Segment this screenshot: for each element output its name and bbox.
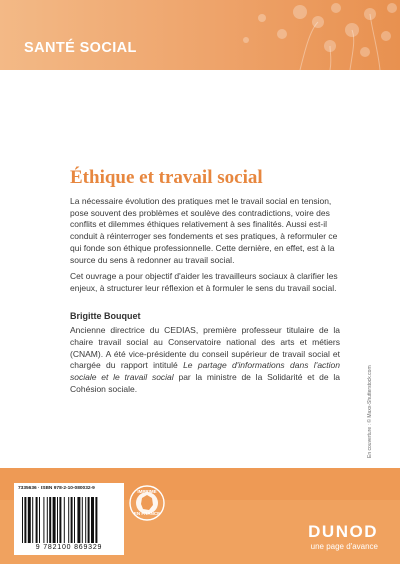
imprime-en-france-seal [129, 485, 165, 521]
barcode-bar [71, 497, 73, 543]
publisher-tagline: une page d'avance [310, 542, 378, 551]
barcode-bar [22, 497, 23, 543]
barcode-bar [59, 497, 61, 543]
publisher-logo [258, 522, 378, 551]
seal-text-top: IMPRIMÉ [137, 489, 157, 494]
description-paragraph: La nécessaire évolution des pratiques met le travail social en tension, pose souvent des problèmes et soulève des contradictions, voire des conflits et dilemmes éthiques relativement à ses finalités. Aussi est-il conduit à réinterroger ses fondements et ses pratiques, à reformuler ce qui fonde son éthique professionnelle. Cette dernière, en effet, est à la source du sens à redonner au travail social. [70, 196, 338, 265]
barcode-bar [24, 497, 26, 543]
barcode-bar [47, 497, 48, 543]
barcode-bar [88, 497, 90, 543]
barcode-bar [57, 497, 58, 543]
author-bio [70, 325, 340, 396]
barcode-bar [53, 497, 56, 543]
barcode-bar [95, 497, 97, 543]
barcode-bar [74, 497, 75, 543]
report-title: Le partage d'informations dans l'action sociale et le travail social [70, 360, 340, 383]
barcode-bar [36, 497, 38, 543]
seal-text-bottom: EN FRANCE [133, 511, 161, 516]
barcode-bar [64, 497, 65, 543]
description-paragraph: Cet ouvrage a pour objectif d'aider les travailleurs sociaux à clarifier les enjeux, à structurer leur réflexion et à formuler le sens du travail social. [70, 271, 338, 293]
barcode-bar [68, 497, 69, 543]
cover-credit: En couverture : © Maxx-Shutterstock.com [367, 365, 373, 458]
book-title: Éthique et travail social [70, 167, 263, 188]
barcode-bar [39, 497, 40, 543]
author-bio-text-end: par la ministre de la Solidarité et de la Cohésion sociale. [70, 372, 341, 394]
barcode-bar [49, 497, 51, 543]
barcode [20, 497, 118, 543]
plant-illustration [0, 0, 400, 70]
barcode-number: 9 782100 869329 [35, 544, 103, 551]
barcode-bar [43, 497, 44, 543]
book-description [70, 196, 340, 300]
publisher-name: DUNOD [308, 522, 378, 541]
barcode-bar [32, 497, 33, 543]
barcode-box [14, 483, 124, 555]
isbn-line: 7335636 · ISBN 978-2-10-080032-9 [18, 486, 95, 491]
barcode-bar [28, 497, 31, 543]
barcode-bar [82, 497, 83, 543]
author-bio-text: Ancienne directrice du CEDIAS, première professeur titulaire de la chaire travail social au Conservatoire national des arts et métiers (CNAM). A été vice-présidente du conseil supérieur de travail social et chargée du rapport intitulé [70, 325, 340, 371]
barcode-bar [85, 497, 86, 543]
header-band [0, 0, 400, 70]
barcode-bar [77, 497, 80, 543]
author-name: Brigitte Bouquet [70, 311, 141, 321]
barcode-bar [91, 497, 94, 543]
series-title: SANTÉ SOCIAL [24, 40, 137, 56]
